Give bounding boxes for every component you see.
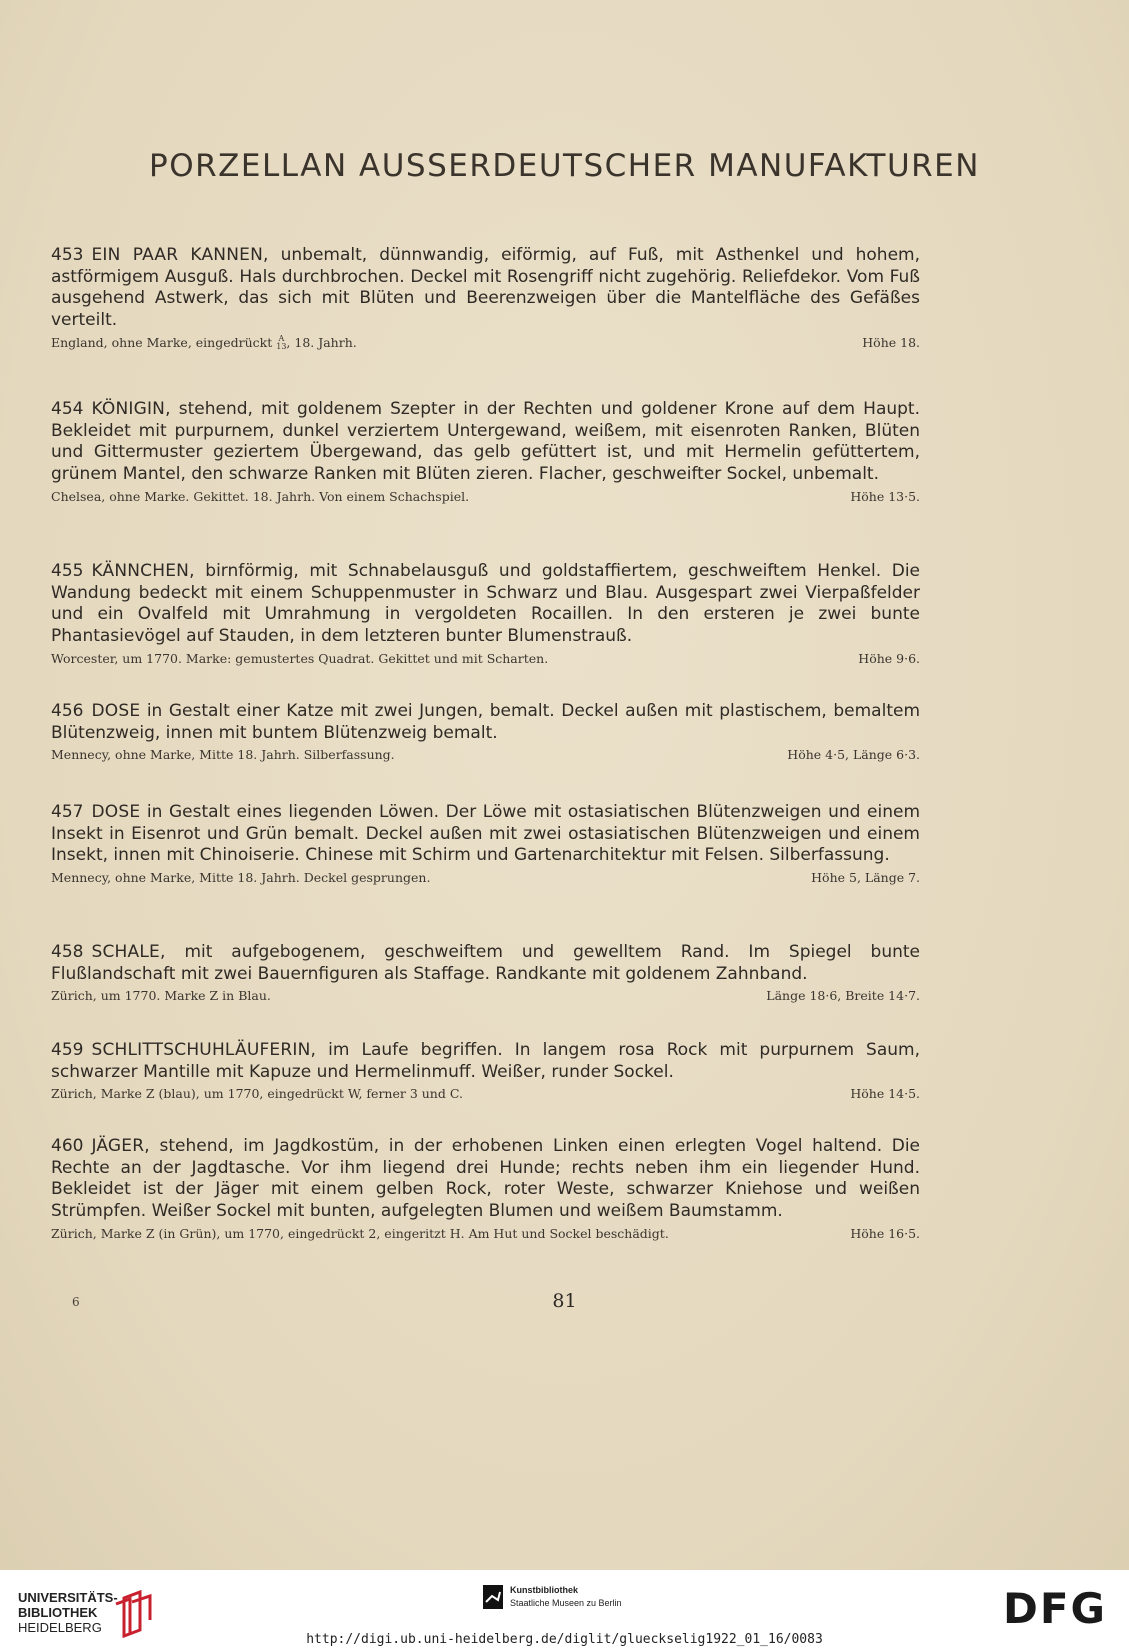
entry-text: stehend, im Jagdkostüm, in der erhobenen Linken einen erlegten Vogel haltend. Die Rechte an der Jagdtasche. Vor ihm liegend drei Hunde; rechts neben ihm ein liegender Hund. Bekleidet ist der Jäger mit einem gelben Rock, roter Weste, schwarzer Kniehose und weißen Strümpfen. Weißer Sockel mit bunten, aufgelegten Blumen und weißem Baumstamm. — [51, 1136, 921, 1222]
ub-line-1: UNIVERSITÄTS- — [18, 1590, 118, 1605]
mark-top: A — [278, 334, 285, 344]
entry-provenance — [51, 334, 357, 352]
entry-heading: KÄNNCHEN, — [91, 561, 195, 581]
dfg-logo[interactable]: DFG — [1003, 1584, 1108, 1633]
entry-text: stehend, mit goldenem Szepter in der Rechten und goldener Krone auf dem Haupt. Bekleidet mit purpurnem, dunkel verziertem Untergewand, weißem, mit eisenroten Ranken, Blüten und Gittermuster geziertem Übergewand, das gelb gefüttert ist, und mit Hermelin gefüttertem, grünem Mantel, den schwarze Ranken mit Blüten zieren. Flacher, geschweifter Sockel, unbemalt. — [51, 399, 920, 485]
entry-provenance: Chelsea, ohne Marke. Gekittet. 18. Jahrh. Von einem Schachspiel. — [51, 488, 470, 504]
ub-line-3: HEIDELBERG — [18, 1620, 102, 1635]
entry-text: in Gestalt einer Katze mit zwei Jungen, bemalt. Deckel außen mit plastischem, bemaltem Blütenzweig, innen mit buntem Blütenzweig bemalt. — [51, 701, 921, 743]
entry-heading: SCHLITTSCHUHLÄUFERIN, — [91, 1040, 317, 1060]
entry-number: 458 — [51, 942, 84, 962]
entry-heading: DOSE — [91, 802, 141, 822]
entry-meta — [51, 1225, 920, 1243]
ub-heidelberg-text — [18, 1590, 118, 1635]
entry-provenance: Worcester, um 1770. Marke: gemustertes Quadrat. Gekittet und mit Scharten. — [51, 650, 549, 666]
kb-line-2: Staatliche Museen zu Berlin — [510, 1598, 622, 1608]
permalink-url[interactable]: http://digi.ub.uni-heidelberg.de/diglit/glueckselig1922_01_16/0083 — [306, 1632, 823, 1647]
page-title: PORZELLAN AUSSERDEUTSCHER MANUFAKTUREN — [149, 148, 980, 184]
catalog-entry-455 — [51, 561, 920, 668]
entry-body — [51, 245, 920, 332]
entry-number: 454 — [51, 399, 84, 419]
kb-line-1: Kunstbibliothek — [510, 1585, 578, 1595]
entry-dimensions: Höhe 13·5. — [850, 488, 920, 504]
provenance-date: , 18. Jahrh. — [286, 334, 357, 350]
entry-body — [51, 561, 920, 648]
catalog-entry-456 — [51, 701, 920, 764]
ub-heidelberg-logo[interactable] — [18, 1590, 118, 1635]
entry-text: birnförmig, mit Schnabelausguß und goldstaffiertem, geschweiftem Henkel. Die Wandung bedeckt mit einem Schuppenmuster in Schwarz und Blau. Ausgespart zwei Vierpaßfelder und ein Ovalfeld mit Umrahmung in vergoldeten Rocaillen. In den ersteren je zwei bunte Phantasievögel auf Stauden, in dem letzteren bunter Blumenstrauß. — [51, 561, 921, 647]
entry-provenance: Mennecy, ohne Marke, Mitte 18. Jahrh. Silberfassung. — [51, 747, 395, 763]
entry-provenance: Zürich, um 1770. Marke Z in Blau. — [51, 988, 271, 1004]
entry-number: 453 — [51, 245, 84, 265]
entry-body — [51, 802, 920, 867]
entry-heading: EIN PAAR KANNEN, — [91, 245, 269, 265]
entry-body — [51, 1040, 920, 1083]
kunstbibliothek-emblem-icon — [482, 1584, 504, 1610]
entry-heading: SCHALE, — [91, 942, 166, 962]
entry-dimensions: Höhe 4·5, Länge 6·3. — [787, 747, 920, 763]
entry-provenance: Zürich, Marke Z (in Grün), um 1770, eingedrückt 2, eingeritzt H. Am Hut und Sockel beschädigt. — [51, 1225, 669, 1241]
entry-number: 456 — [51, 701, 84, 721]
entry-text: in Gestalt eines liegenden Löwen. Der Löwe mit ostasiatischen Blütenzweigen und einem Insekt in Eisenrot und Grün bemalt. Deckel außen mit zwei ostasiatischen Blütenzweigen und einem Insekt, innen mit Chinoiserie. Chinese mit Schirm und Gartenarchitektur mit Felsen. Silberfassung. — [51, 802, 921, 866]
ub-line-2: BIBLIOTHEK — [18, 1605, 98, 1620]
entry-provenance: Mennecy, ohne Marke, Mitte 18. Jahrh. Deckel gesprungen. — [51, 870, 431, 886]
entry-body — [51, 399, 920, 486]
entry-dimensions: Höhe 18. — [862, 334, 920, 350]
kunstbibliothek-text — [510, 1584, 622, 1610]
entry-number: 455 — [51, 561, 84, 581]
entry-body — [51, 942, 920, 985]
entry-meta — [51, 1085, 920, 1103]
entry-heading: KÖNIGIN, — [91, 399, 171, 419]
entry-number: 457 — [51, 802, 84, 822]
catalog-entry-457 — [51, 802, 920, 887]
catalog-entry-459 — [51, 1040, 920, 1103]
mark-bottom: 13 — [276, 342, 287, 352]
entry-text: mit aufgebogenem, geschweiftem und gewelltem Rand. Im Spiegel bunte Flußlandschaft mit zwei Bauernfiguren als Staffage. Randkante mit goldenem Zahnband. — [51, 942, 920, 984]
entry-dimensions: Höhe 14·5. — [850, 1086, 920, 1102]
entry-heading: JÄGER, — [91, 1136, 150, 1156]
catalog-entry-460 — [51, 1136, 920, 1243]
entry-meta — [51, 488, 920, 506]
entry-meta — [51, 869, 920, 887]
entry-body — [51, 701, 920, 744]
signature-mark: 6 — [72, 1295, 80, 1309]
kunstbibliothek-logo[interactable] — [482, 1584, 622, 1610]
entry-dimensions: Höhe 9·6. — [858, 650, 920, 666]
ub-emblem-icon — [110, 1590, 154, 1638]
entry-text: im Laufe begriffen. In langem rosa Rock mit purpurnem Saum, schwarzer Mantille mit Kapuze und Hermelinmuff. Weißer, runder Sockel. — [51, 1040, 920, 1082]
entry-body — [51, 1136, 920, 1223]
entry-meta — [51, 987, 920, 1005]
entry-provenance: Zürich, Marke Z (blau), um 1770, eingedrückt W, ferner 3 und C. — [51, 1086, 463, 1102]
impressed-mark — [276, 335, 286, 351]
entry-meta — [51, 746, 920, 764]
page-number: 81 — [552, 1290, 577, 1312]
entry-text: unbemalt, dünnwandig, eiförmig, auf Fuß, mit Asthenkel und hohem, astförmigem Ausguß. Hals durchbrochen. Deckel mit Rosengriff nicht zugehörig. Reliefdekor. Vom Fuß ausgehend Astwerk, das sich mit Blüten und Beerenzweigen über die Mantelfläche des Gefäßes verteilt. — [51, 245, 921, 331]
catalog-entry-458 — [51, 942, 920, 1005]
entry-meta — [51, 650, 920, 668]
catalog-entry-454 — [51, 399, 920, 506]
entry-number: 459 — [51, 1040, 84, 1060]
viewer-footer — [0, 1570, 1129, 1652]
entry-dimensions: Länge 18·6, Breite 14·7. — [766, 988, 920, 1004]
entry-dimensions: Höhe 5, Länge 7. — [811, 870, 920, 886]
entry-meta — [51, 334, 920, 352]
entry-number: 460 — [51, 1136, 84, 1156]
entry-heading: DOSE — [91, 701, 141, 721]
entry-dimensions: Höhe 16·5. — [850, 1225, 920, 1241]
provenance-text: England, ohne Marke, eingedrückt — [51, 334, 273, 350]
catalog-entry-453 — [51, 245, 920, 352]
